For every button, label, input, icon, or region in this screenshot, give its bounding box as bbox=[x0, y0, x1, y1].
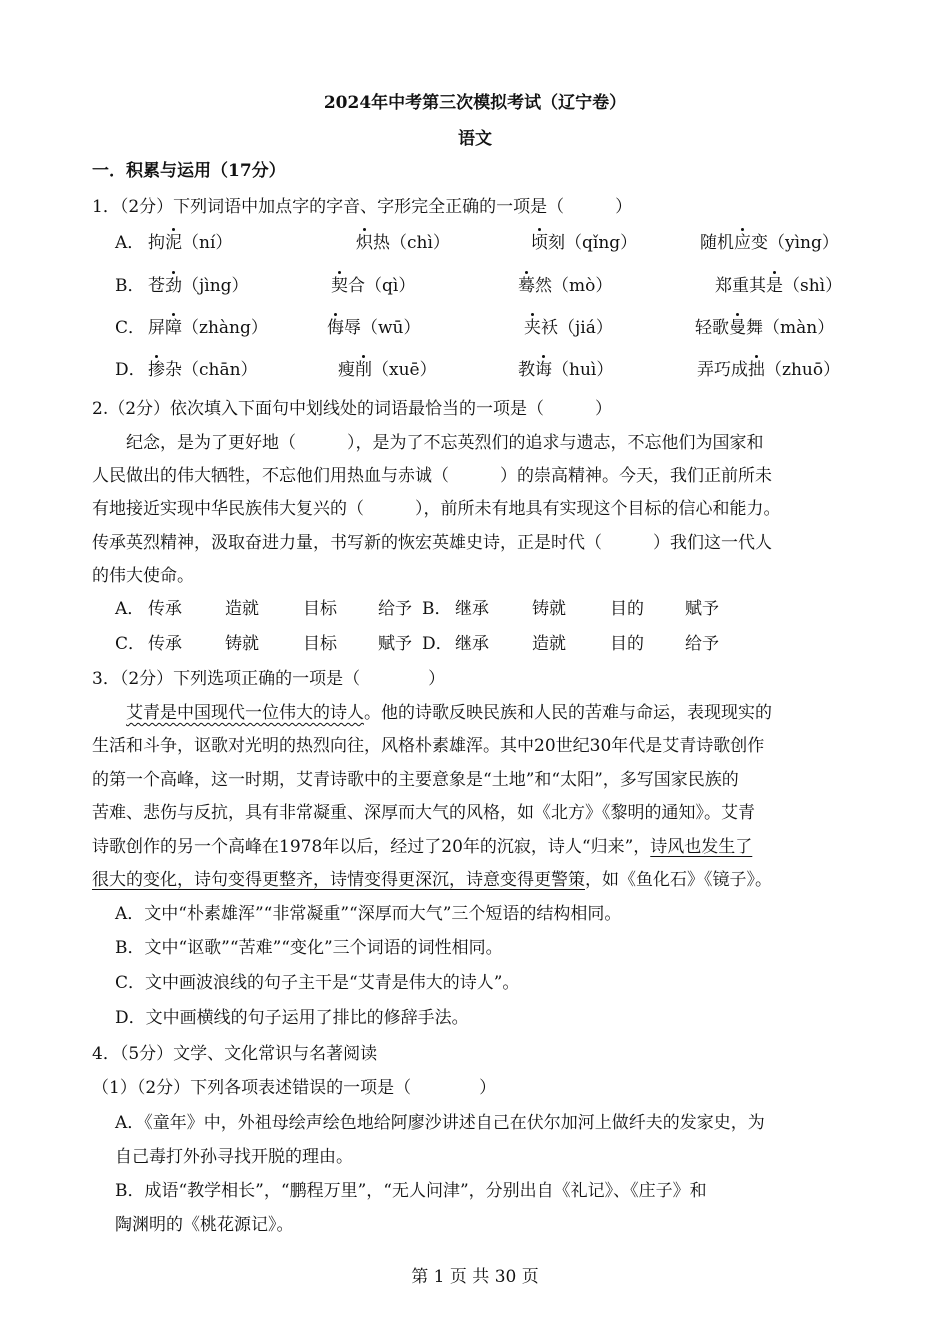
q1-word-item bbox=[148, 232, 232, 254]
dotted-character: 顷 bbox=[531, 233, 548, 253]
pinyin-annotation: （zhàng） bbox=[182, 318, 268, 338]
q2-option-word: 继承 bbox=[455, 599, 489, 619]
q4-option-b[interactable]: B．成语“教学相长”，“鹏程万里”，“无人问津”，分别出自《礼记》、《庄子》和 bbox=[115, 1181, 707, 1201]
q2-option-label[interactable]: D． bbox=[422, 634, 453, 654]
dotted-character: 夹 bbox=[524, 318, 541, 338]
q2-option-word: 目的 bbox=[610, 634, 644, 654]
page-footer: 第 1 页 共 30 页 bbox=[411, 1267, 539, 1287]
q2-stem: 2.（2分）依次填入下面句中划线处的词语最恰当的一项是（ ） bbox=[92, 399, 613, 419]
dotted-character: 应 bbox=[734, 233, 751, 253]
q3-underlined-sentence: 诗风也发生了 bbox=[650, 837, 753, 857]
q1-word-item bbox=[331, 275, 415, 297]
dotted-character: 掺 bbox=[148, 360, 165, 380]
word-text: 袄 bbox=[541, 318, 558, 338]
q2-option-word: 传承 bbox=[148, 599, 182, 619]
q2-option-label[interactable]: B． bbox=[422, 599, 452, 619]
word-text: 教 bbox=[518, 360, 535, 380]
q3-option-a[interactable]: A．文中“朴素雄浑”“非常凝重”“深厚而大气”三个短语的结构相同。 bbox=[115, 904, 622, 924]
q2-option-word: 赋予 bbox=[378, 634, 412, 654]
word-text: 瘦 bbox=[338, 360, 355, 380]
word-text: 合 bbox=[348, 276, 365, 296]
q1-word-item bbox=[695, 317, 834, 339]
q1-option-label[interactable]: C． bbox=[115, 318, 146, 338]
pinyin-annotation: （zhuō） bbox=[765, 360, 841, 380]
pinyin-annotation: （huì） bbox=[552, 360, 614, 380]
q1-word-item bbox=[715, 275, 842, 297]
dotted-character: 削 bbox=[355, 360, 372, 380]
q2-option-word: 铸就 bbox=[225, 634, 259, 654]
q3-stem: 3．（2分）下列选项正确的一项是（ ） bbox=[92, 669, 446, 689]
q1-word-item bbox=[518, 359, 613, 381]
q2-passage-line: 传承英烈精神，汲取奋进力量，书写新的恢宏英雄史诗，正是时代（ ）我们这一代人 bbox=[92, 533, 772, 553]
q3-passage-line bbox=[92, 869, 772, 891]
dotted-character: 劲 bbox=[165, 276, 182, 296]
q2-option-word: 传承 bbox=[148, 634, 182, 654]
dotted-character: 蓦 bbox=[518, 276, 535, 296]
q2-option-label[interactable]: A． bbox=[115, 599, 145, 619]
q4-option-b-cont: 陶渊明的《桃花源记》。 bbox=[115, 1215, 294, 1235]
q1-word-item bbox=[524, 317, 613, 339]
q2-passage-line: 的伟大使命。 bbox=[92, 566, 194, 586]
dotted-character: 障 bbox=[165, 318, 182, 338]
q4-stem: 4．（5分）文学、文化常识与名著阅读 bbox=[92, 1044, 378, 1064]
dotted-character: 泥 bbox=[165, 233, 182, 253]
q2-option-word: 给予 bbox=[378, 599, 412, 619]
q2-option-word: 目标 bbox=[303, 634, 337, 654]
q1-word-item bbox=[356, 232, 450, 254]
dotted-character: 侮 bbox=[327, 318, 344, 338]
dotted-character: 是 bbox=[766, 276, 783, 296]
q1-word-item bbox=[327, 317, 421, 339]
q2-option-word: 铸就 bbox=[532, 599, 566, 619]
pinyin-annotation: （jiá） bbox=[558, 318, 613, 338]
dotted-character: 拙 bbox=[748, 360, 765, 380]
q1-word-item bbox=[700, 232, 839, 254]
q1-option-label[interactable]: D． bbox=[115, 360, 146, 380]
q3-option-d[interactable]: D．文中画横线的句子运用了排比的修辞手法。 bbox=[115, 1008, 469, 1028]
q4-sub1-stem: （1）（2分）下列各项表述错误的一项是（ ） bbox=[92, 1078, 497, 1098]
word-text: 刻 bbox=[548, 233, 565, 253]
q3-text: 诗歌创作的另一个高峰在1978年以后，经过了20年的沉寂，诗人“归来”， bbox=[92, 837, 651, 857]
pinyin-annotation: （qì） bbox=[365, 276, 416, 296]
word-text: 辱 bbox=[344, 318, 361, 338]
q3-underlined-sentence: 很大的变化，诗句变得更整齐，诗情变得更深沉，诗意变得更警策 bbox=[92, 870, 585, 890]
pinyin-annotation: （chān） bbox=[182, 360, 258, 380]
q2-passage-line: 人民做出的伟大牺牲，不忘他们用热血与赤诚（ ）的崇高精神。今天，我们正前所未 bbox=[92, 466, 772, 486]
q1-option-label[interactable]: B． bbox=[115, 276, 145, 296]
pinyin-annotation: （wū） bbox=[361, 318, 421, 338]
q1-word-item bbox=[148, 275, 249, 297]
pinyin-annotation: （xuē） bbox=[372, 360, 437, 380]
q2-option-word: 继承 bbox=[455, 634, 489, 654]
section-heading: 一．积累与运用（17分） bbox=[92, 161, 286, 181]
q2-option-word: 目标 bbox=[303, 599, 337, 619]
q2-passage-line: 纪念，是为了更好地（ ），是为了不忘英烈们的追求与遗志，不忘他们为国家和 bbox=[92, 433, 764, 453]
q4-option-a-cont: 自己毒打外孙寻找开脱的理由。 bbox=[115, 1147, 353, 1167]
q3-option-c[interactable]: C．文中画波浪线的句子主干是“艾青是伟大的诗人”。 bbox=[115, 973, 520, 993]
word-text: 热 bbox=[373, 233, 390, 253]
document-title: 2024年中考第三次模拟考试（辽宁卷） bbox=[323, 93, 627, 113]
q3-passage-line: 生活和斗争，讴歌对光明的热烈向往，风格朴素雄浑。其中20世纪30年代是艾青诗歌创作 bbox=[92, 736, 765, 756]
q3-passage-line bbox=[126, 702, 772, 724]
dotted-character: 契 bbox=[331, 276, 348, 296]
q4-option-a[interactable]: A．《童年》中，外祖母绘声绘色地给阿廖沙讲述自己在伏尔加河上做纤夫的发家史，为 bbox=[115, 1113, 765, 1133]
q2-option-word: 造就 bbox=[532, 634, 566, 654]
q3-passage-line: 的第一个高峰，这一时期，艾青诗歌中的主要意象是“土地”和“太阳”，多写国家民族的 bbox=[92, 770, 739, 790]
dotted-character: 诲 bbox=[535, 360, 552, 380]
q2-option-label[interactable]: C． bbox=[115, 634, 146, 654]
q2-option-word: 目的 bbox=[610, 599, 644, 619]
q1-word-item bbox=[148, 317, 268, 339]
word-text: 拘 bbox=[148, 233, 165, 253]
q2-option-word: 给予 bbox=[685, 634, 719, 654]
q3-wavy-sentence: 艾青是中国现代一位伟大的诗人 bbox=[126, 703, 364, 723]
word-text: 舞 bbox=[746, 318, 763, 338]
word-text: 郑重其 bbox=[715, 276, 766, 296]
pinyin-annotation: （jìng） bbox=[182, 276, 249, 296]
q1-word-item bbox=[148, 359, 258, 381]
q2-passage-line: 有地接近实现中华民族伟大复兴的（ ），前所未有地具有实现这个目标的信心和能力。 bbox=[92, 499, 781, 519]
q3-passage-line bbox=[92, 836, 752, 858]
word-text: 然 bbox=[535, 276, 552, 296]
word-text: 苍 bbox=[148, 276, 165, 296]
pinyin-annotation: （ní） bbox=[182, 233, 233, 253]
subject-title: 语文 bbox=[458, 129, 492, 149]
q1-word-item bbox=[531, 232, 637, 254]
dotted-character: 曼 bbox=[729, 318, 746, 338]
q3-text: ，如《鱼化石》《镜子》。 bbox=[585, 870, 772, 890]
word-text: 弄巧成 bbox=[697, 360, 748, 380]
q3-text: 。他的诗歌反映民族和人民的苦难与命运，表现现实的 bbox=[364, 703, 772, 723]
word-text: 变 bbox=[751, 233, 768, 253]
q3-passage-line: 苦难、悲伤与反抗，具有非常凝重、深厚而大气的风格，如《北方》《黎明的通知》。艾青 bbox=[92, 803, 755, 823]
pinyin-annotation: （shì） bbox=[783, 276, 843, 296]
pinyin-annotation: （màn） bbox=[763, 318, 835, 338]
word-text: 杂 bbox=[165, 360, 182, 380]
q1-option-label[interactable]: A． bbox=[115, 233, 145, 253]
pinyin-annotation: （yìng） bbox=[768, 233, 839, 253]
dotted-character: 炽 bbox=[356, 233, 373, 253]
pinyin-annotation: （mò） bbox=[552, 276, 613, 296]
q1-stem: 1．（2分）下列词语中加点字的字音、字形完全正确的一项是（ ） bbox=[92, 197, 633, 217]
q1-word-item bbox=[338, 359, 437, 381]
q2-option-word: 造就 bbox=[225, 599, 259, 619]
q1-word-item bbox=[697, 359, 840, 381]
word-text: 屏 bbox=[148, 318, 165, 338]
q3-option-b[interactable]: B．文中“讴歌”“苦难”“变化”三个词语的词性相同。 bbox=[115, 938, 503, 958]
word-text: 随机 bbox=[700, 233, 734, 253]
pinyin-annotation: （qǐng） bbox=[565, 233, 638, 253]
q2-option-word: 赋予 bbox=[685, 599, 719, 619]
pinyin-annotation: （chì） bbox=[390, 233, 450, 253]
q1-word-item bbox=[518, 275, 612, 297]
word-text: 轻歌 bbox=[695, 318, 729, 338]
